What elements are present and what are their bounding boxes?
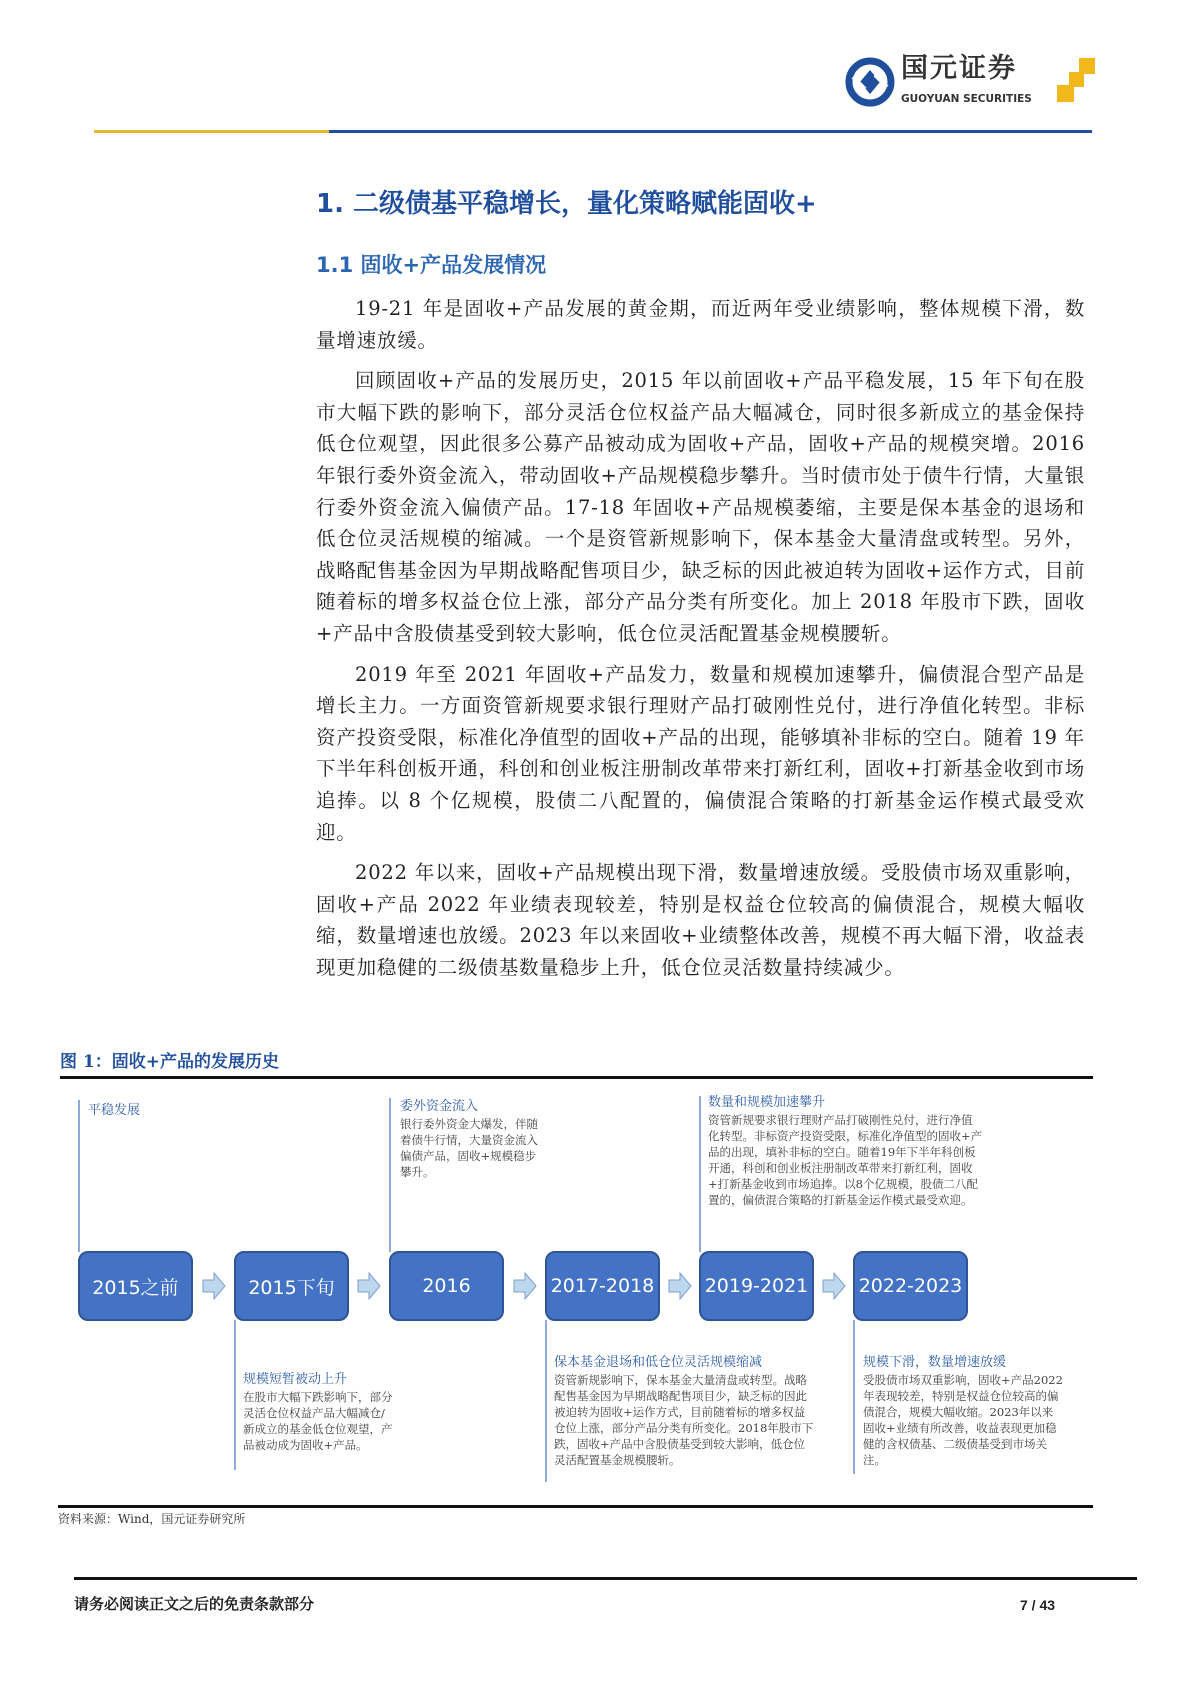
annotation-2019-2021	[708, 1094, 983, 1208]
section-title: 1. 二级债基平稳增长，量化策略赋能固收+	[316, 189, 817, 219]
header-rule-gold	[94, 130, 329, 133]
stage-box: 2022-2023	[853, 1251, 968, 1321]
annotation-text: 受股债市场双重影响，固收+产品2022年表现较差，特别是权益仓位较高的偏债混合，规模大幅收缩。2023年以来固收+业绩有所改善，收益表现更加稳健的含权债基、二级债基受到市场关注。	[863, 1373, 1063, 1467]
logo-cn-text: 国元证券	[901, 53, 1017, 84]
arrow-right-icon	[668, 1272, 692, 1300]
body-text	[316, 293, 1085, 992]
arrow-right-icon	[513, 1272, 537, 1300]
connector-line	[853, 1320, 855, 1474]
connector-line	[234, 1320, 236, 1470]
paragraph: 19-21 年是固收+产品发展的黄金期，而近两年受业绩影响，整体规模下滑，数量增速放缓。	[316, 297, 1085, 352]
arrow-right-icon	[822, 1272, 846, 1300]
paragraph: 2022 年以来，固收+产品规模出现下滑，数量增速放缓。受股债市场双重影响，固收+产品 2022 年业绩表现较差，特别是权益仓位较高的偏债混合，规模大幅收缩，数量增速也放缓。2023 年以来固收+业绩整体改善，规模不再大幅下滑，收益表现更加稳健的二级债基数量稳步上升，低仓位灵活数量持续减少。	[316, 861, 1085, 979]
logo-squares-icon	[1057, 58, 1097, 104]
footer-rule	[74, 1577, 1137, 1580]
annotation-title: 规模下滑，数量增速放缓	[863, 1355, 1007, 1370]
annotation-2017-2018	[554, 1354, 816, 1468]
stage-box: 2016	[389, 1251, 504, 1321]
annotation-title: 平稳发展	[88, 1103, 141, 1118]
annotation-text: 在股市大幅下跌影响下，部分灵活仓位权益产品大幅减仓/新成立的基金低仓位观望，产品被动成为固收+产品。	[243, 1390, 393, 1452]
annotation-2015-late	[243, 1371, 393, 1453]
annotation-title: 规模短暂被动上升	[243, 1372, 348, 1387]
connector-line	[389, 1098, 391, 1252]
header-rule-blue	[329, 130, 1092, 133]
annotation-title: 委外资金流入	[400, 1099, 479, 1114]
figure-source: 资料来源：Wind，国元证券研究所	[58, 1512, 246, 1526]
logo-en-text: GUOYUAN SECURITIES	[901, 93, 1032, 105]
page-number: 7 / 43	[1020, 1597, 1056, 1613]
annotation-title: 保本基金退场和低仓位灵活规模缩减	[554, 1355, 763, 1370]
annotation-2022-2023	[863, 1354, 1063, 1468]
connector-line	[78, 1100, 80, 1252]
company-logo	[845, 52, 1095, 114]
stage-box: 2017-2018	[545, 1251, 660, 1321]
footer-disclaimer: 请务必阅读正文之后的免责条款部分	[74, 1595, 315, 1613]
stage-box: 2019-2021	[699, 1251, 814, 1321]
subsection-title: 1.1 固收+产品发展情况	[316, 253, 547, 277]
connector-line	[699, 1096, 701, 1252]
annotation-text: 银行委外资金大爆发，伴随着债牛行情，大量资金流入偏债产品，固收+规模稳步攀升。	[400, 1117, 538, 1179]
annotation-text: 资管新规要求银行理财产品打破刚性兑付，进行净值化转型。非标资产投资受限，标准化净值型的固收+产品的出现，填补非标的空白。随着19年下半年科创板开通，科创和创业板注册制改革带来打新红利，固收+打新基金收到市场追捧。以8个亿规模，股债二八配置的，偏债混合策略的打新基金运作模式最受欢迎。	[708, 1113, 983, 1207]
annotation-text: 资管新规影响下，保本基金大量清盘或转型。战略配售基金因为早期战略配售项目少，缺乏标的因此被迫转为固收+运作方式，目前随着标的增多权益仓位上涨，部分产品分类有所变化。2018年股市下跌，固收+产品中含股债基受到较大影响，低仓位灵活配置基金规模腰斩。	[554, 1373, 814, 1467]
arrow-right-icon	[202, 1272, 226, 1300]
figure-top-rule	[60, 1076, 1093, 1079]
paragraph: 回顾固收+产品的发展历史，2015 年以前固收+产品平稳发展，15 年下旬在股市大幅下跌的影响下，部分灵活仓位权益产品大幅减仓，同时很多新成立的基金保持低仓位观望，因此很多公募产品被动成为固收+产品，固收+产品的规模突增。2016 年银行委外资金流入，带动固收+产品规模稳步攀升。当时债市处于债牛行情，大量银行委外资金流入偏债产品。17-18 年固收+产品规模萎缩，主要是保本基金的退场和低仓位灵活规模的缩减。一个是资管新规影响下，保本基金大量清盘或转型。另外，战略配售基金因为早期战略配售项目少，缺乏标的因此被迫转为固收+运作方式，目前随着标的增多权益仓位上涨，部分产品分类有所变化。加上 2018 年股市下跌，固收+产品中含股债基受到较大影响，低仓位灵活配置基金规模腰斩。	[316, 369, 1085, 645]
annotation-2016	[400, 1098, 540, 1180]
connector-line	[545, 1320, 547, 1482]
figure-bottom-rule	[58, 1505, 1093, 1508]
paragraph: 2019 年至 2021 年固收+产品发力，数量和规模加速攀升，偏债混合型产品是增长主力。一方面资管新规要求银行理财产品打破刚性兑付，进行净值化转型。非标资产投资受限，标准化净值型的固收+产品的出现，能够填补非标的空白。随着 19 年下半年科创板开通，科创和创业板注册制改革带来打新红利，固收+打新基金收到市场追捧。以 8 个亿规模，股债二八配置的，偏债混合策略的打新基金运作模式最受欢迎。	[316, 662, 1085, 844]
annotation-2015-before	[88, 1102, 218, 1120]
arrow-right-icon	[357, 1272, 381, 1300]
logo-emblem-icon	[845, 57, 895, 107]
figure-title: 图 1：固收+产品的发展历史	[60, 1052, 279, 1072]
annotation-title: 数量和规模加速攀升	[708, 1095, 826, 1110]
stage-box: 2015之前	[78, 1251, 193, 1321]
stage-box: 2015下旬	[234, 1251, 349, 1321]
